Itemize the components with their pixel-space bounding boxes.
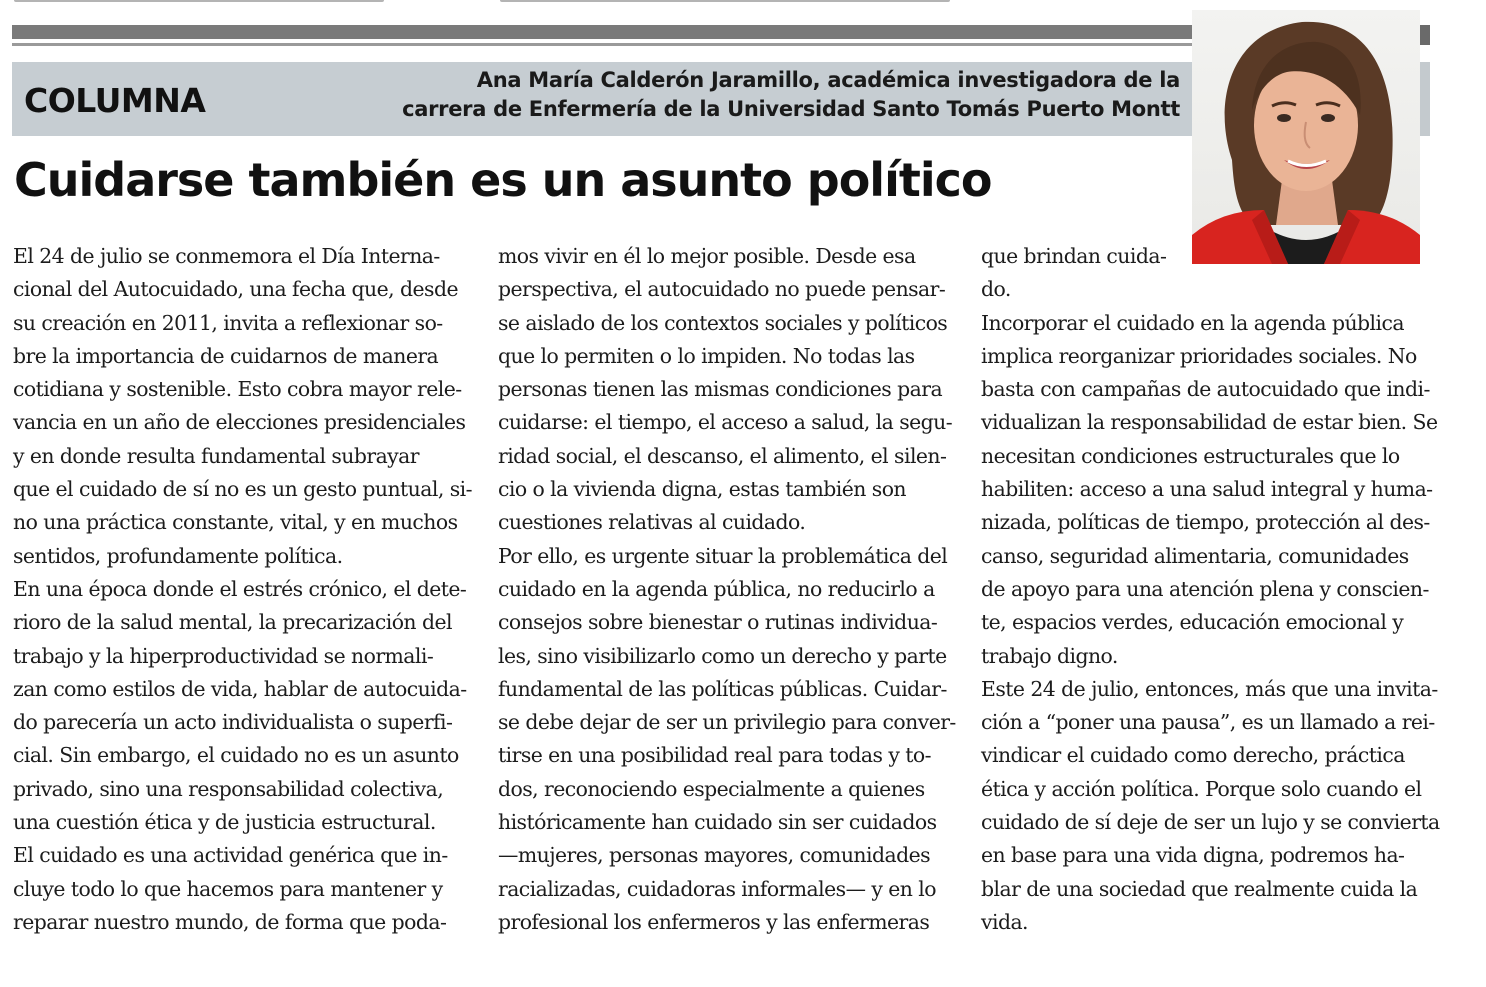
column-line: blar de una sociedad que realmente cuida la — [981, 876, 1418, 901]
column-line: ética y acción política. Porque solo cuando el — [981, 776, 1422, 801]
column-line: que lo permiten o lo impiden. No todas las — [498, 343, 915, 368]
column-line: se debe dejar de ser un privilegio para conver- — [498, 710, 956, 735]
article-column-2 — [498, 240, 956, 939]
column-line: zan como estilos de vida, hablar de autocuida- — [13, 676, 467, 701]
column-line: profesional los enfermeros y las enfermeras — [498, 909, 930, 934]
column-line: do. — [981, 277, 1011, 302]
column-line: ridad social, el descanso, el alimento, el silen- — [498, 443, 947, 468]
column-line: canso, seguridad alimentaria, comunidades — [981, 543, 1409, 568]
column-line: cuidado en la agenda pública, no reducirlo a — [498, 576, 935, 601]
column-line: —mujeres, personas mayores, comunidades — [498, 843, 931, 868]
column-line: que brindan cuida- — [981, 244, 1167, 268]
column-line: consejos sobre bienestar o rutinas individua- — [498, 610, 938, 635]
column-line: se aislado de los contextos sociales y políticos — [498, 310, 948, 335]
column-line: ción a “poner una pausa”, es un llamado a rei- — [981, 710, 1435, 735]
author-credit — [402, 66, 1180, 124]
column-line: históricamente han cuidado sin ser cuidados — [498, 810, 937, 835]
column-line: implica reorganizar prioridades sociales. No — [981, 343, 1417, 368]
column-line: cluye todo lo que hacemos para mantener y — [13, 876, 443, 901]
column-line: reparar nuestro mundo, de forma que poda- — [13, 909, 447, 934]
article-column-1 — [13, 240, 472, 939]
column-line: no una práctica constante, vital, y en muchos — [13, 510, 458, 535]
column-line: su creación en 2011, invita a reflexionar so- — [13, 310, 443, 335]
article-headline: Cuidarse también es un asunto político — [14, 153, 992, 207]
column-line: vancia en un año de elecciones presidenciales — [13, 410, 466, 435]
column-line: racializadas, cuidadoras informales— y en lo — [498, 876, 936, 901]
top-rule-thin — [12, 43, 1192, 46]
column-line: bre la importancia de cuidarnos de manera — [13, 343, 439, 368]
column-line: cuidado de sí deje de ser un lujo y se convierta — [981, 810, 1440, 835]
column-line: cuestiones relativas al cuidado. — [498, 510, 806, 535]
column-line: te, espacios verdes, educación emocional y — [981, 610, 1404, 635]
column-line: basta con campañas de autocuidado que indi- — [981, 377, 1430, 402]
column-line: do parecería un acto individualista o superfi- — [13, 710, 453, 735]
column-line: Este 24 de julio, entonces, más que una invita- — [981, 676, 1438, 701]
column-line: nizada, políticas de tiempo, protección al des- — [981, 510, 1430, 535]
column-header-band — [12, 62, 1192, 136]
column-line: tirse en una posibilidad real para todas y to- — [498, 743, 931, 768]
column-line: vida. — [981, 909, 1028, 934]
column-line: perspectiva, el autocuidado no puede pensar- — [498, 277, 946, 302]
column-line: En una época donde el estrés crónico, el dete- — [13, 576, 467, 601]
column-line: El 24 de julio se conmemora el Día Interna- — [13, 244, 440, 268]
column-line: necesitan condiciones estructurales que lo — [981, 443, 1400, 468]
column-line: trabajo y la hiperproductividad se normali- — [13, 643, 434, 668]
author-line: carrera de Enfermería de la Universidad Santo Tomás Puerto Montt — [402, 97, 1180, 121]
column-line: privado, sino una responsabilidad colectiva, — [13, 776, 444, 801]
author-photo — [1192, 10, 1420, 264]
column-line: cuidarse: el tiempo, el acceso a salud, la segu- — [498, 410, 953, 435]
column-line: que el cuidado de sí no es un gesto puntual, si- — [13, 477, 472, 502]
column-line: cio o la vivienda digna, estas también son — [498, 477, 907, 502]
column-line: El cuidado es una actividad genérica que in- — [13, 843, 448, 868]
margin-bar — [1420, 62, 1430, 136]
column-line: habiliten: acceso a una salud integral y huma- — [981, 477, 1433, 502]
column-line: dos, reconociendo especialmente a quienes — [498, 776, 925, 801]
column-line: fundamental de las políticas públicas. Cuidar- — [498, 676, 947, 701]
column-line: en base para una vida digna, podremos ha- — [981, 843, 1405, 868]
column-line: Incorporar el cuidado en la agenda pública — [981, 310, 1404, 335]
column-line: rioro de la salud mental, la precarización del — [13, 610, 452, 635]
column-line: sentidos, profundamente política. — [13, 543, 343, 568]
column-line: cial. Sin embargo, el cuidado no es un asunto — [13, 743, 459, 768]
section-label: COLUMNA — [24, 81, 206, 120]
author-portrait-illustration — [1192, 10, 1420, 264]
column-line: personas tienen las mismas condiciones para — [498, 377, 943, 402]
column-line: les, sino visibilizarlo como un derecho y parte — [498, 643, 947, 668]
column-line: trabajo digno. — [981, 643, 1118, 668]
column-line: vidualizan la responsabilidad de estar bien. Se — [981, 410, 1438, 435]
column-line: Por ello, es urgente situar la problemática del — [498, 543, 948, 568]
column-line: y en donde resulta fundamental subrayar — [13, 443, 419, 468]
author-line: Ana María Calderón Jaramillo, académica investigadora de la — [476, 68, 1180, 92]
column-line: de apoyo para una atención plena y conscien- — [981, 576, 1429, 601]
column-line: una cuestión ética y de justicia estructural. — [13, 810, 436, 835]
column-line: vindicar el cuidado como derecho, práctica — [981, 743, 1405, 768]
column-line: cional del Autocuidado, una fecha que, desde — [13, 277, 458, 302]
article-column-3 — [981, 240, 1440, 939]
top-rule-thick — [12, 25, 1192, 39]
column-line: mos vivir en él lo mejor posible. Desde esa — [498, 244, 916, 268]
column-line: cotidiana y sostenible. Esto cobra mayor rele- — [13, 377, 462, 402]
clipped-previous-text — [0, 0, 1486, 8]
